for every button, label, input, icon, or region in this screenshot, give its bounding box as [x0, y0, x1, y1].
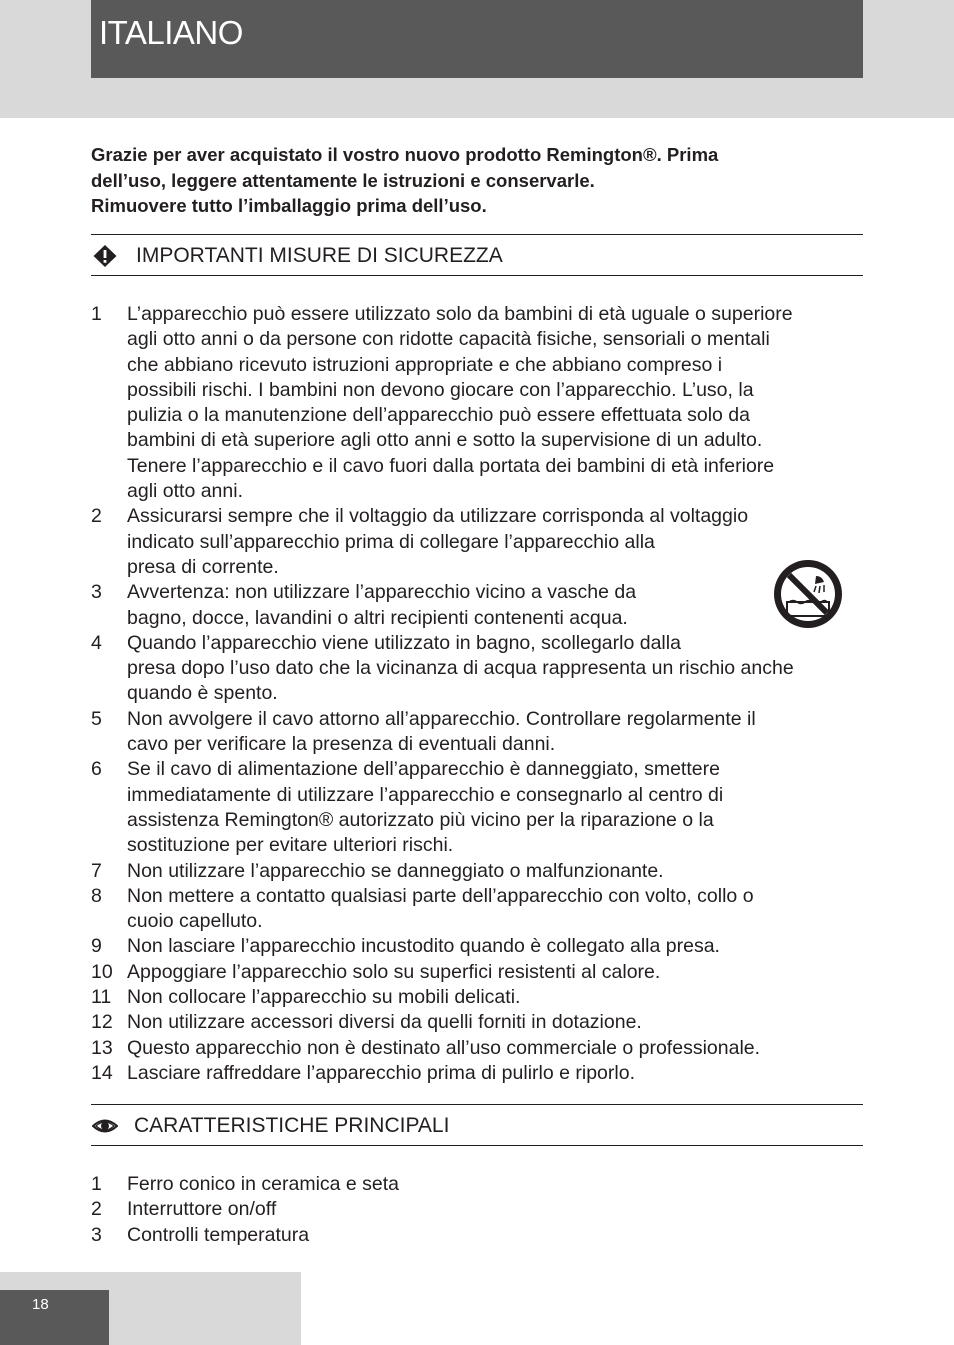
item-number: 2: [91, 505, 102, 528]
item-text-line: agli otto anni o da persone con ridotte capacità fisiche, sensoriali o mentali: [127, 328, 770, 351]
item-text-line: agli otto anni.: [127, 480, 244, 503]
list-item: [91, 1197, 399, 1222]
item-number: 7: [91, 859, 102, 882]
item-text-line: cuoio capelluto.: [127, 910, 263, 933]
item-number: 5: [91, 707, 102, 730]
list-item: [91, 1172, 399, 1197]
item-number: 11: [91, 986, 112, 1009]
item-number: 2: [91, 1198, 102, 1221]
page-title: ITALIANO: [99, 14, 243, 51]
item-text-line: possibili rischi. I bambini non devono giocare con l’apparecchio. L’uso, la: [127, 378, 754, 401]
item-text-line: Avvertenza: non utilizzare l’apparecchio vicino a vasche da: [127, 581, 637, 604]
item-text-line: Assicurarsi sempre che il voltaggio da utilizzare corrisponda al voltaggio: [127, 505, 749, 528]
intro-line: Grazie per aver acquistato il vostro nuovo prodotto Remington®. Prima: [91, 144, 719, 165]
item-text-line: Interruttore on/off: [127, 1198, 277, 1221]
item-number: 3: [91, 581, 102, 604]
item-text-line: Quando l’apparecchio viene utilizzato in bagno, scollegarlo dalla: [127, 631, 681, 654]
item-text-line: cavo per verificare la presenza di eventuali danni.: [127, 733, 556, 756]
features-heading-text: CARATTERISTICHE PRINCIPALI: [134, 1114, 450, 1137]
list-item: [91, 1061, 794, 1086]
page-number: 18: [32, 1296, 49, 1313]
item-number: 10: [91, 960, 113, 983]
list-item: [91, 302, 794, 504]
item-text-line: pulizia o la manutenzione dell’apparecchio può essere effettuata solo da: [127, 404, 750, 427]
item-text-line: Tenere l’apparecchio e il cavo fuori dalla portata dei bambini di età inferiore: [127, 454, 775, 477]
list-item: [91, 859, 794, 884]
item-number: 12: [91, 1011, 113, 1034]
item-number: 6: [91, 758, 102, 781]
item-number: 4: [91, 631, 102, 654]
item-text-line: Lasciare raffreddare l’apparecchio prima di pulirlo e riporlo.: [127, 1061, 635, 1084]
item-text-line: Non lasciare l’apparecchio incustodito quando è collegato alla presa.: [127, 935, 720, 958]
item-text-line: Non collocare l’apparecchio su mobili delicati.: [127, 986, 521, 1009]
list-item: [91, 1036, 794, 1061]
list-item: [91, 504, 794, 580]
item-text-line: Questo apparecchio non è destinato all’uso commerciale o professionale.: [127, 1036, 761, 1059]
list-item: [91, 1010, 794, 1035]
list-item: [91, 580, 794, 631]
item-text-line: Non utilizzare accessori diversi da quelli forniti in dotazione.: [127, 1011, 642, 1034]
item-text-line: bagno, docce, lavandini o altri recipienti contenenti acqua.: [127, 606, 628, 629]
intro-line: Rimuovere tutto l’imballaggio prima dell’uso.: [91, 195, 487, 216]
item-text-line: presa dopo l’uso dato che la vicinanza di acqua rappresenta un rischio anche: [127, 657, 794, 680]
item-text-line: Non mettere a contatto qualsiasi parte dell’apparecchio con volto, collo o: [127, 884, 754, 907]
item-number: 13: [91, 1036, 113, 1059]
intro-line: dell’uso, leggere attentamente le istruzioni e conservarle.: [91, 169, 595, 191]
item-number: 8: [91, 884, 102, 907]
item-text-line: Controlli temperatura: [127, 1223, 310, 1246]
list-item: [91, 985, 794, 1010]
item-text-line: presa di corrente.: [127, 555, 279, 578]
item-text-line: sostituzione per evitare ulteriori rischi.: [127, 834, 454, 857]
item-number: 9: [91, 935, 102, 958]
list-item: [91, 707, 794, 758]
safety-heading-text: IMPORTANTI MISURE DI SICUREZZA: [136, 244, 503, 267]
item-text-line: immediatamente di utilizzare l’apparecchio e consegnarlo al centro di: [127, 783, 724, 806]
no-bath-icon: [772, 558, 844, 630]
warning-icon: [92, 244, 118, 268]
list-item: [91, 960, 794, 985]
eye-icon: [92, 1114, 118, 1138]
list-item: [91, 884, 794, 935]
item-text-line: Non utilizzare l’apparecchio se danneggiato o malfunzionante.: [127, 859, 664, 882]
intro-paragraph: [91, 142, 871, 219]
item-text-line: Se il cavo di alimentazione dell’apparecchio è danneggiato, smettere: [127, 758, 720, 781]
item-text-line: che abbiano ricevuto istruzioni appropriate e che abbiano compreso i: [127, 353, 723, 376]
item-number: 3: [91, 1223, 102, 1246]
title-bar: [91, 0, 863, 78]
safety-list: [91, 302, 794, 1086]
item-text-line: assistenza Remington® autorizzato più vicino per la riparazione o la: [127, 808, 714, 831]
safety-section-heading: [91, 234, 863, 276]
item-text-line: L’apparecchio può essere utilizzato solo da bambini di età uguale o superiore: [127, 303, 793, 325]
item-number: 1: [91, 303, 102, 325]
list-item: [91, 1223, 399, 1248]
item-number: 14: [91, 1061, 113, 1084]
list-item: [91, 757, 794, 858]
features-list: [91, 1172, 399, 1248]
list-item: [91, 631, 794, 707]
item-text-line: Appoggiare l’apparecchio solo su superfici resistenti al calore.: [127, 960, 661, 983]
item-text-line: bambini di età superiore agli otto anni e sotto la supervisione di un adulto.: [127, 429, 763, 452]
page-number-box: [0, 1290, 109, 1345]
item-text-line: quando è spento.: [127, 682, 278, 705]
item-text-line: Ferro conico in ceramica e seta: [127, 1173, 400, 1195]
item-text-line: indicato sull’apparecchio prima di collegare l’apparecchio alla: [127, 530, 655, 553]
list-item: [91, 934, 794, 959]
item-text-line: Non avvolgere il cavo attorno all’apparecchio. Controllare regolarmente il: [127, 707, 756, 730]
features-section-heading: [91, 1104, 863, 1146]
item-number: 1: [91, 1173, 102, 1195]
